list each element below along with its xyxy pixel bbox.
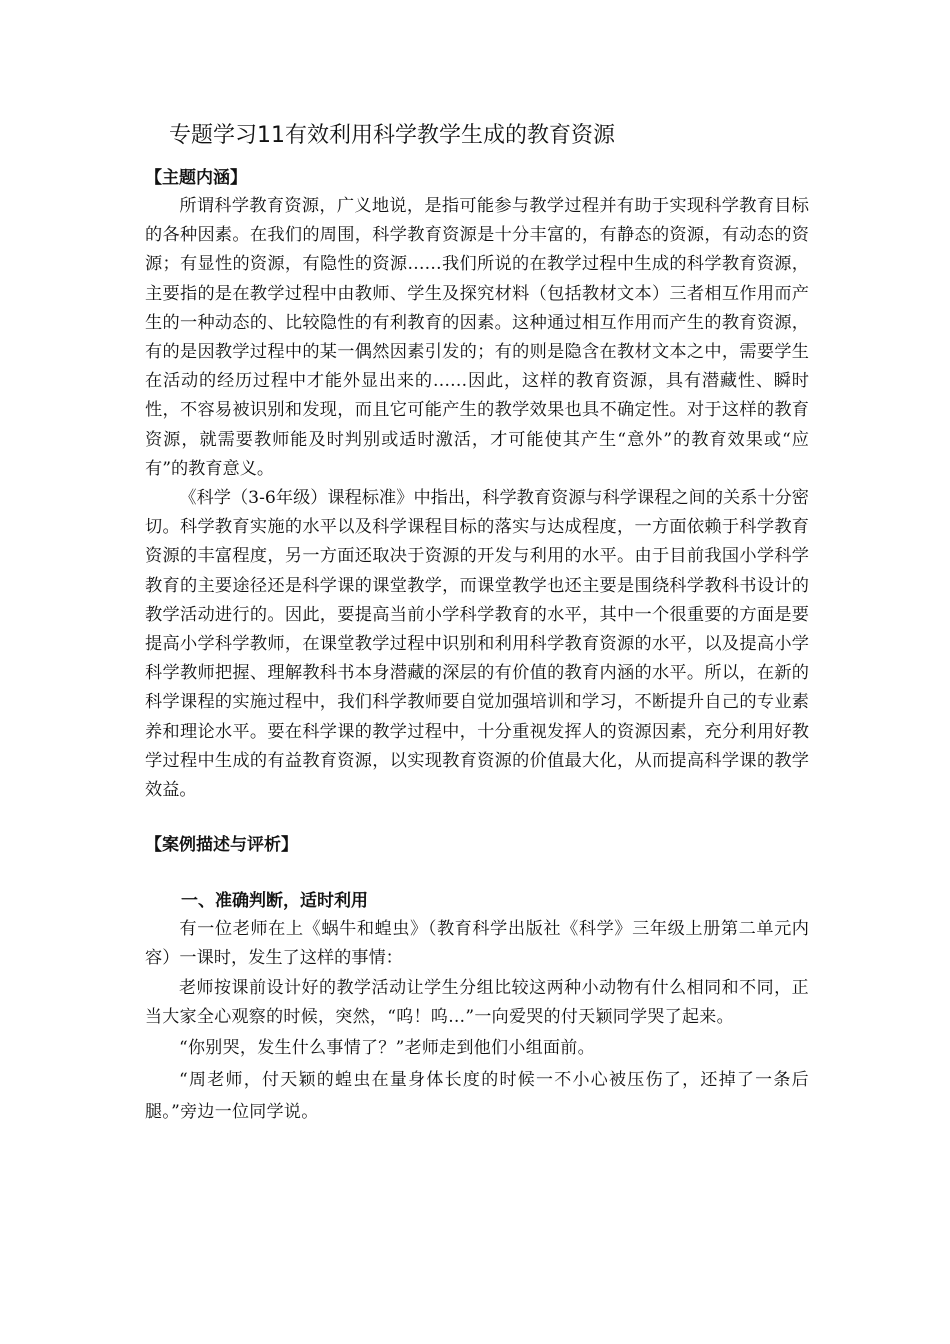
story-paragraph: “周老师，付天颖的蝗虫在量身体长度的时候一不小心被压伤了，还掉了一条后腿。”旁边一位同学说。: [145, 1069, 809, 1122]
document-page: [145, 118, 809, 1128]
story-paragraph: 老师按课前设计好的教学活动让学生分组比较这两种小动物有什么相同和不同，正当大家全心观察的时候，突然，“呜！呜…”一向爱哭的付天颖同学哭了起来。: [145, 977, 809, 1027]
section-heading-case: 【案例描述与评析】: [145, 835, 298, 856]
story-paragraph: “你别哭，发生什么事情了？”老师走到他们小组面前。: [179, 1037, 595, 1058]
subsection-heading: 一、准确判断，适时利用: [181, 891, 368, 912]
section-heading-theme: 【主题内涵】: [145, 168, 247, 188]
paragraph: 所谓科学教育资源，广义地说，是指可能参与教学过程并有助于实现科学教育目标的各种因素。在我们的周围，科学教育资源是十分丰富的，有静态的资源，有动态的资源；有显性的资源，有隐性的资源……我们所说的在教学过程中生成的科学教育资源，主要指的是在教学过程中由教师、学生及探究材料（包括教材文本）三者相互作用而产生的一种动态的、比较隐性的有利教育的因素。这种通过相互作用而产生的教育资源，有的是因教学过程中的某一偶然因素引发的；有的则是隐含在教材文本之中，需要学生在活动的经历过程中才能外显出来的……因此，这样的教育资源，具有潜藏性、瞬时性，不容易被识别和发现，而且它可能产生的教学效果也具不确定性。对于这样的教育资源，就需要教师能及时判别或适时激活，才可能使其产生“意外”的教育效果或“应有”的教育意义。: [145, 196, 809, 479]
paragraph: 《科学（3-6年级）课程标准》中指出，科学教育资源与科学课程之间的关系十分密切。科学教育实施的水平以及科学课程目标的落实与达成程度，一方面依赖于科学教育资源的丰富程度，另一方面还取决于资源的开发与利用的水平。由于目前我国小学科学教育的主要途径还是科学课的课堂教学，而课堂教学也还主要是围绕科学教科书设计的教学活动进行的。因此，要提高当前小学科学教育的水平，其中一个很重要的方面是要提高小学科学教师，在课堂教学过程中识别和利用科学教育资源的水平，以及提高小学科学教师把握、理解教科书本身潜藏的深层的有价值的教育内涵的水平。所以，在新的科学课程的实施过程中，我们科学教师要自觉加强培训和学习，不断提升自己的专业素养和理论水平。要在科学课的教学过程中，十分重视发挥人的资源因素，充分利用好教学过程中生成的有益教育资源，以实现教育资源的价值最大化，从而提高科学课的教学效益。: [145, 488, 809, 801]
paragraph: 有一位老师在上《蜗牛和蝗虫》（教育科学出版社《科学》三年级上册第二单元内容）一课时，发生了这样的事情：: [145, 919, 809, 969]
document-title: 专题学习11有效利用科学教学生成的教育资源: [169, 123, 615, 148]
